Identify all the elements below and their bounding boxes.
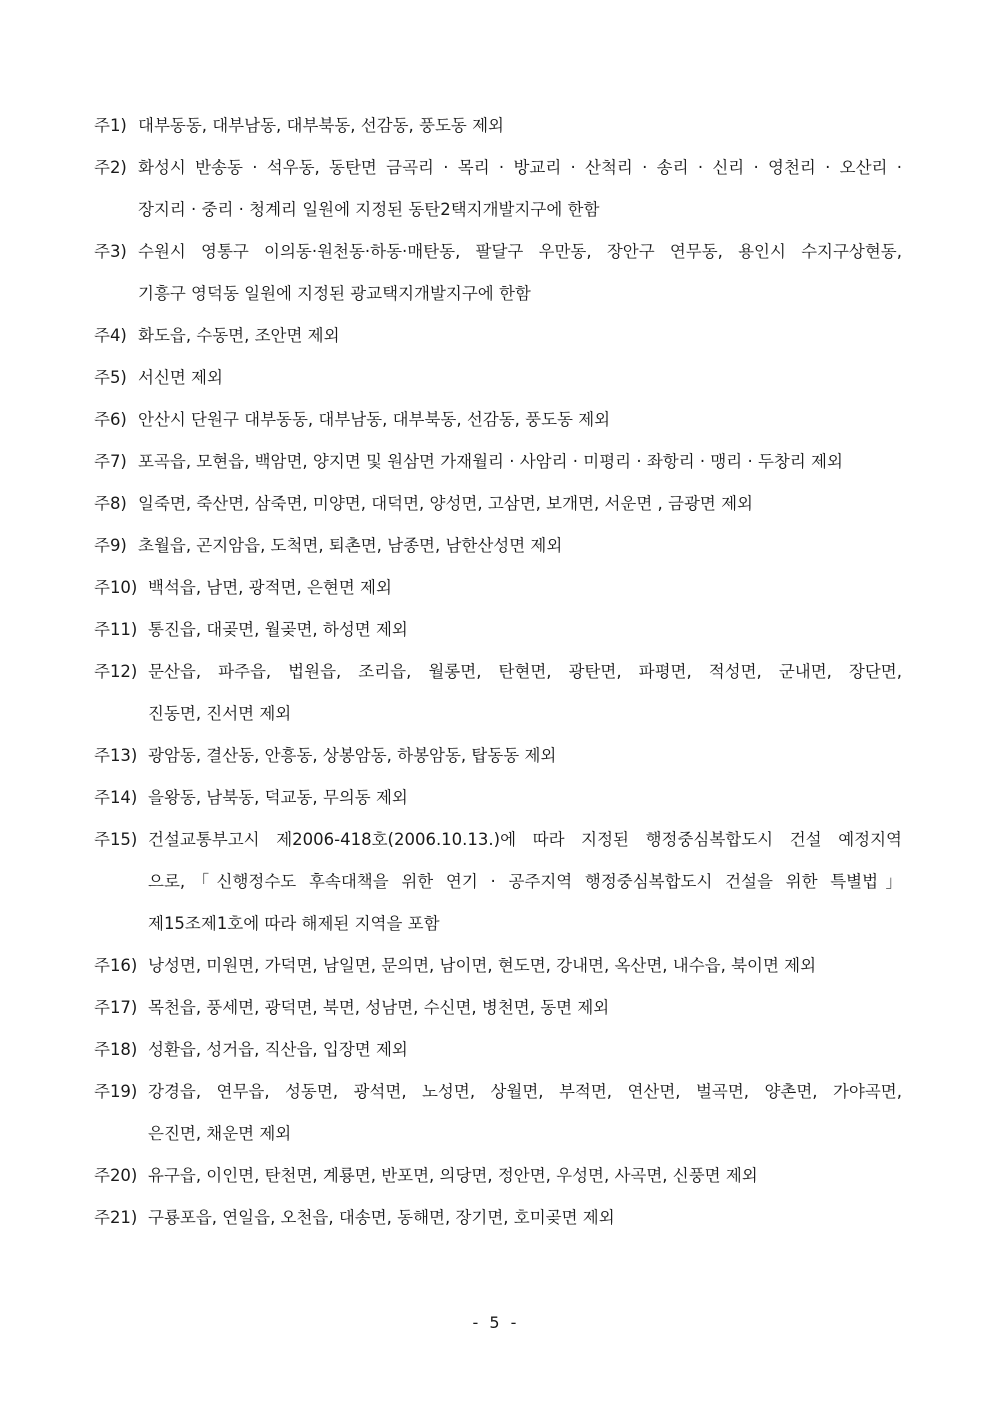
footnote-item (94, 1206, 902, 1230)
footnote-text (148, 996, 902, 1020)
footnote-line: 일죽면, 죽산면, 삼죽면, 미양면, 대덕면, 양성면, 고삼면, 보개면, 서운면 , 금광면 제외 (138, 494, 753, 513)
footnote-text (138, 450, 902, 474)
footnote-line: 서신면 제외 (138, 368, 223, 387)
footnote-item (94, 618, 902, 642)
footnote-text (138, 156, 902, 222)
footnote-line: 성환읍, 성거읍, 직산읍, 입장면 제외 (148, 1040, 408, 1059)
footnote-text (148, 660, 902, 726)
footnote-label: 주17) (94, 998, 138, 1017)
footnote-text (148, 618, 902, 642)
footnote-item (94, 324, 902, 348)
footnote-item (94, 786, 902, 810)
footnote-text (148, 1080, 902, 1146)
footnote-text (138, 492, 902, 516)
footnote-line: 을왕동, 남북동, 덕교동, 무의동 제외 (148, 788, 408, 807)
footnote-label: 주10) (94, 578, 138, 597)
footnote-text (138, 114, 902, 138)
footnote-item (94, 534, 902, 558)
footnote-label: 주2) (94, 158, 127, 177)
footnote-item (94, 1038, 902, 1062)
footnote-line: 장지리 · 중리 · 청계리 일원에 지정된 동탄2택지개발지구에 한함 (138, 200, 600, 219)
footnote-text (148, 786, 902, 810)
footnote-line: 문산읍, 파주읍, 법원읍, 조리읍, 월롱면, 탄현면, 광탄면, 파평면, 적성면, 군내면, 장단면, (148, 662, 902, 681)
footnote-item (94, 576, 902, 600)
page-number: - 5 - (472, 1313, 520, 1332)
footnote-text (138, 534, 902, 558)
footnote-line: 백석읍, 남면, 광적면, 은현면 제외 (148, 578, 392, 597)
footnote-label: 주21) (94, 1208, 138, 1227)
footnote-line: 광암동, 결산동, 안흥동, 상봉암동, 하봉암동, 탑동동 제외 (148, 746, 557, 765)
footnote-item (94, 408, 902, 432)
footnote-line: 초월읍, 곤지암읍, 도척면, 퇴촌면, 남종면, 남한산성면 제외 (138, 536, 563, 555)
footnote-line: 수원시 영통구 이의동·원천동·하동·매탄동, 팔달구 우만동, 장안구 연무동, 용인시 수지구상현동, (138, 242, 902, 261)
footnote-line: 은진면, 채운면 제외 (148, 1124, 292, 1143)
footnote-label: 주1) (94, 116, 127, 135)
footnote-line: 제15조제1호에 따라 해제된 지역을 포함 (148, 914, 440, 933)
footnote-label: 주11) (94, 620, 138, 639)
footnote-label: 주9) (94, 536, 127, 555)
footnote-line: 안산시 단원구 대부동동, 대부남동, 대부북동, 선감동, 풍도동 제외 (138, 410, 611, 429)
footnote-item (94, 366, 902, 390)
footnote-label: 주8) (94, 494, 127, 513)
footnote-item (94, 828, 902, 936)
footnote-item (94, 156, 902, 222)
footnote-label: 주5) (94, 368, 127, 387)
footnote-line: 통진읍, 대곶면, 월곶면, 하성면 제외 (148, 620, 408, 639)
footnote-label: 주13) (94, 746, 138, 765)
footnote-line: 목천읍, 풍세면, 광덕면, 북면, 성남면, 수신면, 병천면, 동면 제외 (148, 998, 610, 1017)
footnote-item (94, 1164, 902, 1188)
footnote-item (94, 240, 902, 306)
footnote-line: 화성시 반송동 · 석우동, 동탄면 금곡리 · 목리 · 방교리 · 산척리 · 송리 · 신리 · 영천리 · 오산리 · (138, 158, 902, 177)
footnote-text (138, 324, 902, 348)
footnote-label: 주15) (94, 830, 138, 849)
footnote-text (148, 828, 902, 936)
footnote-text (148, 1206, 902, 1230)
footnote-line: 대부동동, 대부남동, 대부북동, 선감동, 풍도동 제외 (138, 116, 504, 135)
footnote-text (138, 240, 902, 306)
footnote-item (94, 114, 902, 138)
footnote-item (94, 1080, 902, 1146)
footnote-label: 주16) (94, 956, 138, 975)
footnote-list (94, 114, 902, 1248)
footnote-text (148, 576, 902, 600)
footnote-text (148, 1164, 902, 1188)
footnote-label: 주3) (94, 242, 127, 261)
footnote-label: 주6) (94, 410, 127, 429)
footnote-label: 주19) (94, 1082, 138, 1101)
footnote-line: 강경읍, 연무읍, 성동면, 광석면, 노성면, 상월면, 부적면, 연산면, 벌곡면, 양촌면, 가야곡면, (148, 1082, 902, 1101)
footnote-line: 구룡포읍, 연일읍, 오천읍, 대송면, 동해면, 장기면, 호미곶면 제외 (148, 1208, 615, 1227)
footnote-line: 포곡읍, 모현읍, 백암면, 양지면 및 원삼면 가재월리 · 사암리 · 미평리 · 좌항리 · 맹리 · 두창리 제외 (138, 452, 843, 471)
footnote-label: 주12) (94, 662, 138, 681)
footnote-line: 으로,「신행정수도 후속대책을 위한 연기 · 공주지역 행정중심복합도시 건설을 위한 특별법」 (148, 872, 902, 891)
footnote-label: 주20) (94, 1166, 138, 1185)
footnote-text (138, 408, 902, 432)
footnote-item (94, 744, 902, 768)
footnote-text (148, 954, 902, 978)
footnote-label: 주7) (94, 452, 127, 471)
footnote-item (94, 492, 902, 516)
footnote-line: 건설교통부고시 제2006-418호(2006.10.13.)에 따라 지정된 행정중심복합도시 건설 예정지역 (148, 830, 902, 849)
footnote-line: 화도읍, 수동면, 조안면 제외 (138, 326, 340, 345)
footnote-text (138, 366, 902, 390)
footnote-label: 주4) (94, 326, 127, 345)
footnote-item (94, 954, 902, 978)
footnote-label: 주18) (94, 1040, 138, 1059)
footnote-item (94, 660, 902, 726)
footnote-item (94, 996, 902, 1020)
footnote-line: 낭성면, 미원면, 가덕면, 남일면, 문의면, 남이면, 현도면, 강내면, 옥산면, 내수읍, 북이면 제외 (148, 956, 817, 975)
footnote-item (94, 450, 902, 474)
footnote-label: 주14) (94, 788, 138, 807)
footnote-text (148, 744, 902, 768)
footnote-text (148, 1038, 902, 1062)
footnote-line: 기흥구 영덕동 일원에 지정된 광교택지개발지구에 한함 (138, 284, 531, 303)
footnote-line: 유구읍, 이인면, 탄천면, 계룡면, 반포면, 의당면, 정안면, 우성면, 사곡면, 신풍면 제외 (148, 1166, 758, 1185)
footnote-line: 진동면, 진서면 제외 (148, 704, 292, 723)
